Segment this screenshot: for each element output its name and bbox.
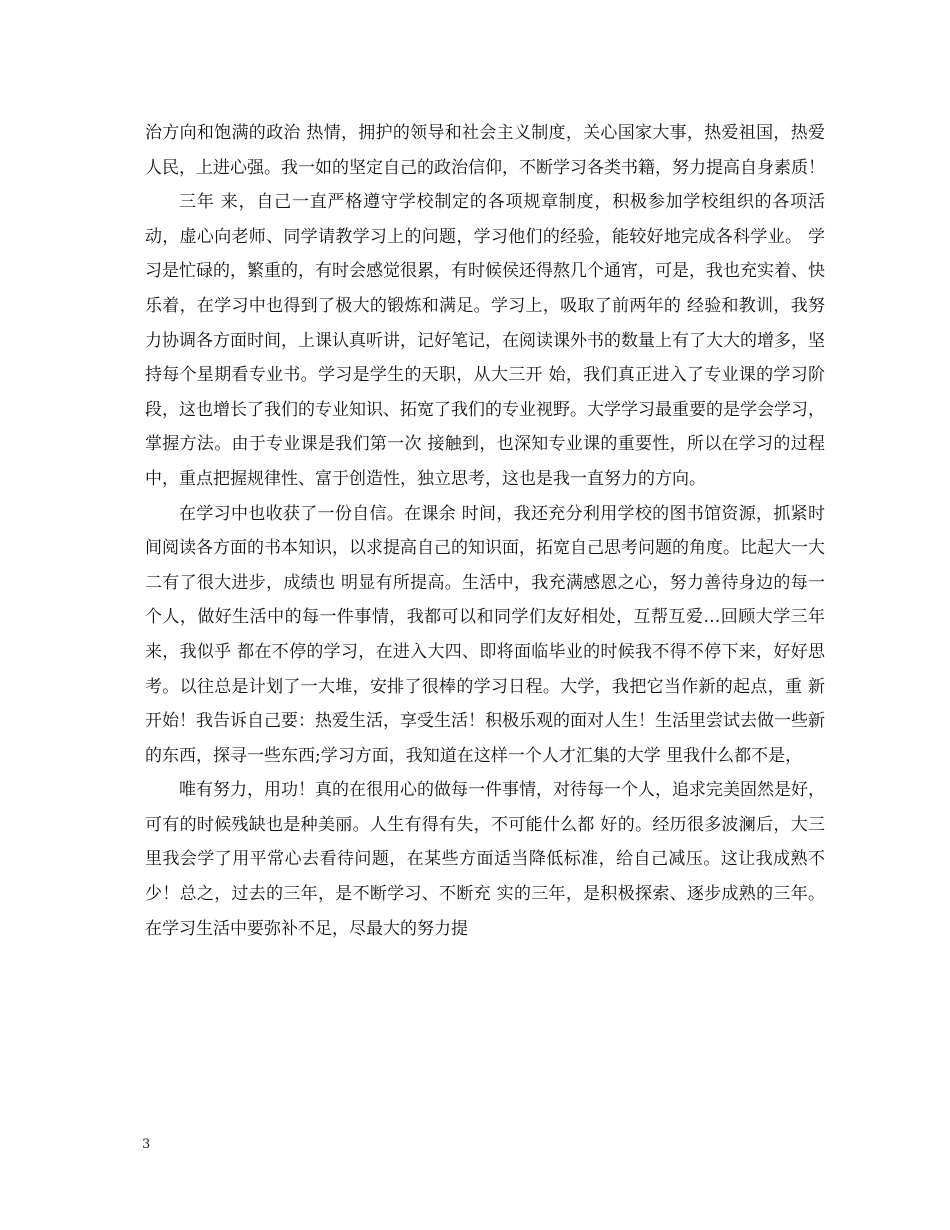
- paragraph-1: 治方向和饱满的政治 热情，拥护的领导和社会主义制度，关心国家大事，热爱祖国，热爱人民，上进心强。我一如的坚定自己的政治信仰，不断学习各类书籍，努力提高自身素质！: [145, 123, 825, 178]
- paragraph-3: 在学习中也收获了一份自信。在课余 时间，我还充分利用学校的图书馆资源，抓紧时间阅读各方面的书本知识，以求提高自己的知识面，拓宽自己思考问题的角度。比起大一大二有了很大进步，成绩也 明显有所提高。生活中，我充满感恩之心，努力善待身边的每一个人，做好生活中的每一件事情，我都可以和同学们友好相处，互帮互爱…回顾大学三年来，我似乎 都在不停的学习，在进入大四、即将面临毕业的时候我不得不停下来，好好思考。以往总是计划了一大堆，安排了很棒的学习日程。大学，我把它当作新的起点，重 新开始！我告诉自己要：热爱生活，享受生活！积极乐观的面对人生！生活里尝试去做一些新的东西，探寻一些东西;学习方面，我知道在这样一个人才汇集的大学 里我什么都不是，: [145, 503, 825, 766]
- paragraph-4: 唯有努力，用功！真的在很用心的做每一件事情，对待每一个人，追求完美固然是好，可有的时候残缺也是种美丽。人生有得有失，不可能什么都 好的。经历很多波澜后，大三里我会学了用平常心去看待问题，在某些方面适当降低标准，给自己减压。这让我成熟不少！总之，过去的三年，是不断学习、不断充 实的三年，是积极探索、逐步成熟的三年。在学习生活中要弥补不足，尽最大的努力提: [145, 780, 825, 939]
- page-number: 3: [142, 1137, 151, 1152]
- paragraph-2: 三年 来，自己一直严格遵守学校制定的各项规章制度，积极参加学校组织的各项活动，虚心向老师、同学请教学习上的问题，学习他们的经验，能较好地完成各科学业。 学习是忙碌的，繁重的，有时会感觉很累，有时候侯还得熬几个通宵，可是，我也充实着、快乐着，在学习中也得到了极大的锻炼和满足。学习上，吸取了前两年的 经验和教训，我努力协调各方面时间，上课认真听讲，记好笔记，在阅读课外书的数量上有了大大的增多，坚持每个星期看专业书。学习是学生的天职，从大三开 始，我们真正进入了专业课的学习阶段，这也增长了我们的专业知识、拓宽了我们的专业视野。大学学习最重要的是学会学习，掌握方法。由于专业课是我们第一次 接触到，也深知专业课的重要性，所以在学习的过程中，重点把握规律性、富于创造性，独立思考，这也是我一直努力的方向。: [145, 192, 825, 489]
- body-text: [145, 116, 825, 946]
